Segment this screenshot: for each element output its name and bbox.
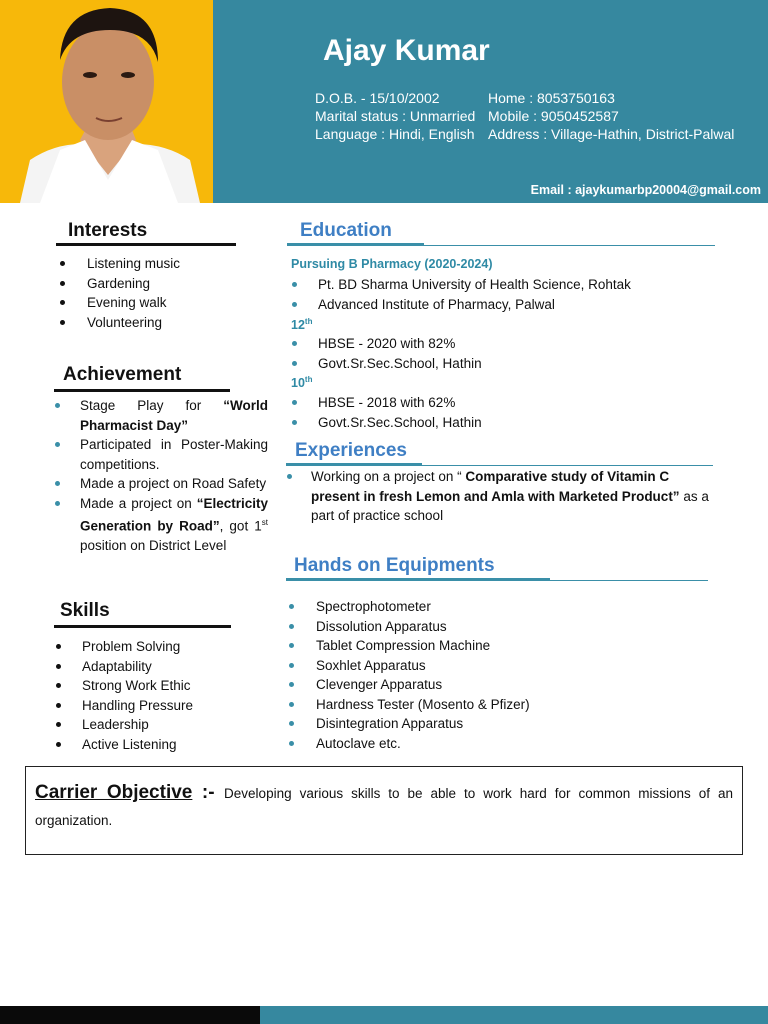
- list-item: Pt. BD Sharma University of Health Science, Rohtak: [292, 275, 631, 295]
- footer-bar-left: [0, 1006, 260, 1024]
- bullet-icon: [60, 281, 65, 286]
- bullet-icon: [292, 302, 297, 307]
- bullet-icon: [60, 261, 65, 266]
- bullet-icon: [56, 703, 61, 708]
- pursuing-subheading: Pursuing B Pharmacy (2020-2024): [291, 257, 493, 271]
- profile-photo: [0, 0, 213, 203]
- bullet-icon: [56, 644, 61, 649]
- list-item: Strong Work Ethic: [56, 676, 193, 696]
- bullet-icon: [289, 624, 294, 629]
- equipments-rule: [286, 580, 708, 581]
- objective-box: [25, 766, 743, 855]
- list-item: Advanced Institute of Pharmacy, Palwal: [292, 295, 631, 315]
- list-item: Stage Play for “World Pharmacist Day”: [50, 396, 268, 435]
- interests-list: [60, 254, 180, 332]
- bullet-icon: [289, 741, 294, 746]
- education-heading: Education: [300, 220, 392, 241]
- education-rule: [287, 245, 715, 246]
- list-item: Clevenger Apparatus: [289, 675, 530, 695]
- footer-bar-right: [260, 1006, 768, 1024]
- equipments-heading: Hands on Equipments: [294, 555, 495, 576]
- twelfth-subheading: 12th: [291, 317, 313, 333]
- bullet-icon: [292, 420, 297, 425]
- achievement-heading: Achievement: [63, 364, 182, 385]
- list-item: Govt.Sr.Sec.School, Hathin: [292, 413, 482, 433]
- bullet-icon: [289, 682, 294, 687]
- bullet-icon: [55, 501, 60, 506]
- tenth-list: [292, 393, 482, 432]
- skills-rule: [54, 625, 231, 628]
- list-item: Govt.Sr.Sec.School, Hathin: [292, 354, 482, 374]
- bullet-icon: [289, 663, 294, 668]
- bullet-icon: [56, 664, 61, 669]
- interests-heading: Interests: [68, 220, 148, 241]
- bullet-icon: [292, 282, 297, 287]
- list-item: Disintegration Apparatus: [289, 714, 530, 734]
- achievement-list: [50, 396, 268, 556]
- list-item: Dissolution Apparatus: [289, 617, 530, 637]
- experiences-rule: [286, 465, 713, 466]
- bullet-icon: [56, 722, 61, 727]
- marital-status-text: Marital status : Unmarried: [315, 108, 476, 124]
- experience-item: Working on a project on “ Comparative study of Vitamin C present in fresh Lemon and Amla with Marketed Product” as a part of practice school: [285, 467, 715, 526]
- list-item: Tablet Compression Machine: [289, 636, 530, 656]
- list-item: Made a project on “Electricity Generation by Road”, got 1st position on District Level: [50, 494, 268, 556]
- candidate-name: Ajay Kumar: [323, 34, 490, 67]
- email-text: Email : ajaykumarbp20004@gmail.com: [530, 183, 761, 197]
- bullet-icon: [289, 643, 294, 648]
- list-item: Participated in Poster-Making competitions.: [50, 435, 268, 474]
- bullet-icon: [289, 702, 294, 707]
- bullet-icon: [56, 742, 61, 747]
- dob-text: D.O.B. - 15/10/2002: [315, 90, 440, 106]
- objective-separator: :-: [192, 782, 225, 803]
- list-item: Soxhlet Apparatus: [289, 656, 530, 676]
- bullet-icon: [289, 604, 294, 609]
- list-item: Autoclave etc.: [289, 734, 530, 754]
- list-item: Made a project on Road Safety: [50, 474, 268, 494]
- mobile-text: Mobile : 9050452587: [488, 108, 619, 124]
- list-item: Problem Solving: [56, 637, 193, 657]
- bullet-icon: [55, 403, 60, 408]
- bullet-icon: [292, 400, 297, 405]
- interests-rule: [56, 243, 236, 246]
- language-text: Language : Hindi, English: [315, 126, 475, 142]
- bullet-icon: [292, 361, 297, 366]
- list-item: Spectrophotometer: [289, 597, 530, 617]
- list-item: Leadership: [56, 715, 193, 735]
- bullet-icon: [60, 300, 65, 305]
- address-text: Address : Village-Hathin, District-Palwal: [488, 126, 735, 142]
- bullet-icon: [55, 481, 60, 486]
- home-phone-text: Home : 8053750163: [488, 90, 615, 106]
- list-item: Gardening: [60, 274, 180, 294]
- skills-heading: Skills: [60, 600, 110, 621]
- experiences-heading: Experiences: [295, 440, 407, 461]
- list-item: Active Listening: [56, 735, 193, 755]
- list-item: Evening walk: [60, 293, 180, 313]
- bullet-icon: [55, 442, 60, 447]
- objective-heading: Carrier Objective: [35, 782, 193, 803]
- bullet-icon: [287, 474, 292, 479]
- list-item: Volunteering: [60, 313, 180, 333]
- list-item: Handling Pressure: [56, 696, 193, 716]
- list-item: HBSE - 2018 with 62%: [292, 393, 482, 413]
- bullet-icon: [289, 721, 294, 726]
- twelfth-list: [292, 334, 482, 373]
- list-item: HBSE - 2020 with 82%: [292, 334, 482, 354]
- bullet-icon: [60, 320, 65, 325]
- list-item: Hardness Tester (Mosento & Pfizer): [289, 695, 530, 715]
- pursuing-list: [292, 275, 631, 314]
- achievement-rule: [54, 389, 230, 392]
- list-item: Listening music: [60, 254, 180, 274]
- skills-list: [56, 637, 193, 754]
- tenth-subheading: 10th: [291, 375, 313, 391]
- list-item: Adaptability: [56, 657, 193, 677]
- equipments-list: [289, 597, 530, 753]
- bullet-icon: [56, 683, 61, 688]
- objective-text: Developing various skills to be able to work hard for common missions of an organization.: [35, 786, 733, 828]
- bullet-icon: [292, 341, 297, 346]
